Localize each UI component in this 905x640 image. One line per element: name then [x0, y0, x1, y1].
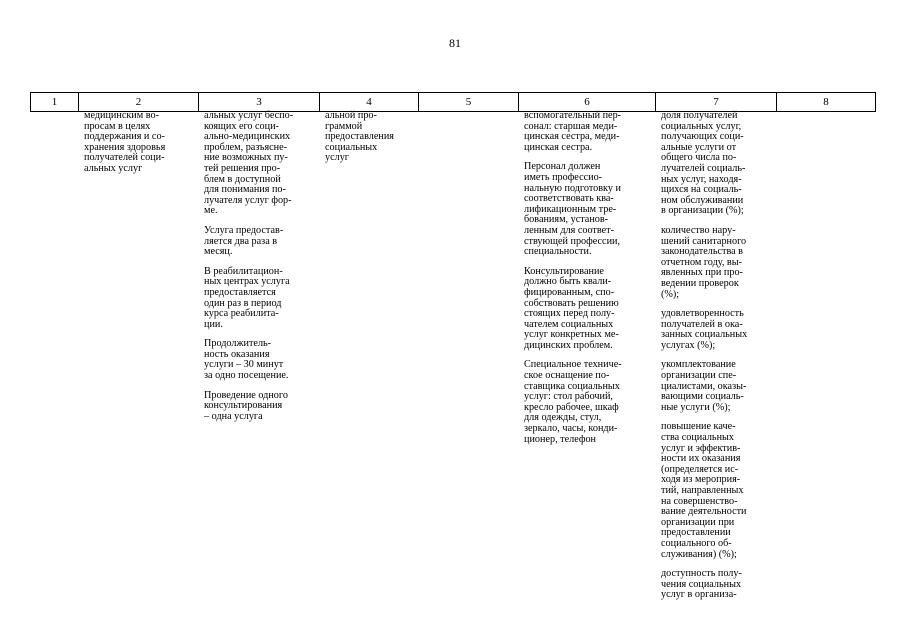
- cell-col3: [204, 111, 318, 422]
- col3-paragraph-2: Услуга предостав- ляется два раза в месяц.: [204, 224, 284, 258]
- page-number: 81: [449, 36, 461, 50]
- column-header-8: 8: [776, 92, 876, 112]
- col7-paragraph-3: удовлетворенность получателей в ока- занных социальных услугах (%);: [661, 308, 748, 351]
- column-header-3: 3: [198, 92, 320, 112]
- col3-paragraph-4: Продолжитель- ность оказания услуги – 30 минут за одно посещение.: [204, 338, 289, 382]
- column-header-5: 5: [418, 92, 519, 112]
- col6-paragraph-3: Консультирование должно быть квали- фицированным, спо- собствовать решению стоящих перед полу- чателем социальных услуг конкретных ме- дицинских проблем.: [524, 265, 619, 351]
- col7-paragraph-4: укомплектование организации спе- циалистами, оказы- вающими социаль- ные услуги (%);: [661, 359, 747, 413]
- column-header-7: 7: [655, 92, 777, 112]
- col6-paragraph-2: Персонал должен иметь профессио- нальную подготовку и соответствовать ква- лификационным тре- бованиям, установ- ленным для соответ- ствующей профессии, специальности.: [524, 161, 621, 258]
- cell-col2: [84, 111, 196, 175]
- col7-paragraph-1: доля получателей социальных услуг, получающих соци- альные услуги от общего числа по- лучателей социаль- ных услуг, находя- щихся на социаль- ном обслуживании в организации (%);: [661, 110, 746, 217]
- col3-paragraph-3: В реабилитацион- ных центрах услуга предоставляется один раз в период курса реабилита- ции.: [204, 265, 290, 330]
- cell-col7: [661, 111, 775, 601]
- col3-paragraph-5: Проведение одного консультирования – одна услуга: [204, 389, 288, 422]
- col7-paragraph-6: доступность полу- чения социальных услуг в организа-: [661, 568, 742, 601]
- cell-col4: [325, 111, 417, 164]
- column-header-1: 1: [30, 92, 79, 112]
- column-header-4: 4: [319, 92, 419, 112]
- col7-paragraph-5: повышение каче- ства социальных услуг и эффектив- ности их оказания (определяется ис- ходя из мероприя- тий, направленных на совершенство- вание деятельности организации при предоставлении социального об- служивания) (%);: [661, 421, 747, 560]
- column-header-6: 6: [518, 92, 656, 112]
- col6-paragraph-4: Специальное техниче- ское оснащение по- ставщика социальных услуг: стол рабочий, кресло рабочее, шкаф для одежды, стул, зеркало, часы, конди- ционер, телефон: [524, 359, 622, 445]
- col4-text: альной про- граммой предоставления социальных услуг: [325, 110, 394, 164]
- col6-paragraph-1: вспомогательный пер- сонал: старшая меди- цинская сестра, меди- цинская сестра.: [524, 110, 622, 153]
- cell-col6: [524, 111, 654, 445]
- col7-paragraph-2: количество нару- шений санитарного законодательства в отчетном году, вы- явленных при про- ведении проверок (%);: [661, 224, 747, 300]
- col2-text: медицинским во- просам в целях поддержания и со- хранения здоровья получателей соци- альных услуг: [84, 110, 166, 174]
- column-header-2: 2: [78, 92, 199, 112]
- col3-paragraph-1: альных услуг беспо- коящих его соци- ально-медицинских проблем, разъясне- ние возможных пу- тей решения про- блем в доступной для понимания по- лучателя услуг фор- ме.: [204, 110, 294, 217]
